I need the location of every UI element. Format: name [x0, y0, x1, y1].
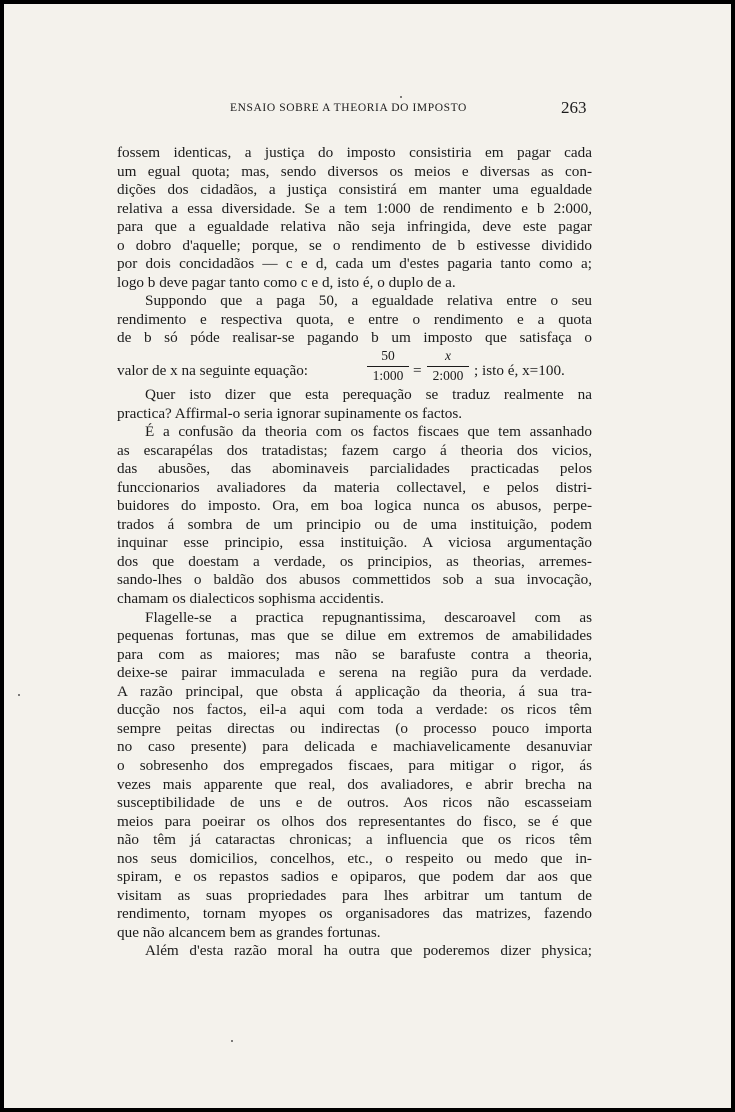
text-line: Além d'esta razão moral ha outra que poderemos dizer physica; — [145, 942, 592, 960]
text-line: sando-lhes o baldão dos abusos commettidos sob a sua invocação, — [117, 571, 592, 589]
paper-speck — [231, 1040, 233, 1042]
text-line: sempre peitas directas ou indirectas (o processo pouco importa — [117, 719, 592, 737]
text-line: rendimento e respectiva quota, e entre o rendimento e a quota — [117, 310, 592, 328]
text-line: de b só póde realisar-se pagando b um imposto que satisfaça o — [117, 329, 592, 347]
paper-speck — [18, 694, 20, 696]
page-number: 263 — [561, 98, 587, 117]
text-line: rendimento, tornam myopes os organisadores das matrizes, fazendo — [117, 905, 592, 923]
text-line: para com as maiores; mas não se barafuste contra a theoria, — [117, 645, 592, 663]
fraction-right-numerator: x — [445, 348, 451, 364]
text-line: meios para poeirar os olhos dos representantes do fisco, se é que — [117, 812, 592, 830]
text-line: um egual quota; mas, sendo diversos os meios e diversas as con- — [117, 162, 592, 180]
paragraph-block-1 — [117, 144, 592, 348]
text-line: o dobro d'aquelle; porque, se o rendimento de b estivesse dividido — [117, 236, 592, 254]
text-line: buidores do imposto. Ora, em boa logica nunca os abusos, perpe- — [117, 497, 592, 515]
fraction-left — [367, 348, 409, 384]
text-line: no caso presente) para delicada e machiavelicamente desanuviar — [117, 738, 592, 756]
equals-sign: = — [413, 362, 422, 380]
book-page — [4, 4, 731, 1108]
text-line: vezes mais apparente que real, dos avaliadores, e abrir brecha na — [117, 775, 592, 793]
text-line: Quer isto dizer que esta perequação se traduz realmente na — [145, 386, 592, 404]
equation-line — [117, 348, 592, 386]
equation-result: ; isto é, x=100. — [474, 362, 565, 380]
text-line: não têm já cataractas chronicas; a influencia que os ricos têm — [117, 831, 592, 849]
text-line: practica? Affirmal-o seria ignorar supinamente os factos. — [117, 404, 463, 422]
text-line: que não alcancem bem as grandes fortunas. — [117, 923, 381, 941]
text-line: nos seus domicilios, concelhos, etc., o respeito ou medo que in- — [117, 849, 592, 867]
text-line: fossem identicas, a justiça do imposto consistiria em pagar cada — [117, 144, 592, 161]
text-line: dos que doestam a verdade, os principios, as theorias, arremes- — [117, 552, 592, 570]
text-line: ducção nos factos, eil-a aqui com toda a verdade: os ricos têm — [117, 701, 592, 719]
text-line: pequenas fortunas, mas que se dilue em extremos de amabilidades — [117, 627, 592, 645]
fraction-left-denominator: 1:000 — [372, 368, 404, 384]
page-header — [4, 98, 731, 120]
text-line: deixe-se pairar immaculada e serena na região pura da verdade. — [117, 664, 592, 682]
text-line: susceptibilidade de uns e de outros. Aos ricos não escasseiam — [117, 794, 592, 812]
text-line: as escarapélas dos tratadistas; fazem cargo á theoria dos vicios, — [117, 441, 592, 459]
text-line: chamam os dialecticos sophisma accidentis. — [117, 590, 384, 608]
text-line: das abusões, das abominaveis parcialidades practicadas pelos — [117, 460, 592, 478]
text-line: relativa a essa diversidade. Se a tem 1:000 de rendimento e b 2:000, — [117, 199, 592, 217]
text-line: dições dos cidadãos, a justiça consistirá em manter uma egualdade — [117, 181, 592, 199]
fraction-left-numerator: 50 — [381, 348, 395, 364]
text-line: Flagelle-se a practica repugnantissima, descaroavel com as — [145, 608, 592, 626]
text-line: A razão principal, que obsta á applicação da theoria, á sua tra- — [117, 682, 592, 700]
equation-label: valor de x na seguinte equação: — [117, 362, 309, 380]
text-line: por dois concidadãos — c e d, cada um d'estes pagaria tanto como a; — [117, 255, 592, 273]
paper-speck — [400, 96, 402, 98]
text-line: visitam as suas propriedades para lhes arbitrar um tantum de — [117, 886, 592, 904]
body-text — [117, 144, 592, 961]
text-line: funccionarios avaliadores da materia collectavel, e pelos distri- — [117, 478, 592, 496]
fraction-right-denominator: 2:000 — [432, 368, 464, 384]
paragraph-block-2 — [117, 386, 592, 961]
text-line: spiram, e os repastos sadios e opiparos, que podem dar aos que — [117, 868, 592, 886]
text-line: trados á sombra de um principio ou de uma instituição, podem — [117, 515, 592, 533]
text-line: inquinar esse principio, essa instituição. A viciosa argumentação — [117, 534, 592, 552]
fraction-right — [427, 348, 469, 384]
text-line: logo b deve pagar tanto como c e d, isto é, o duplo de a. — [117, 273, 456, 291]
text-line: o sobresenho dos empregados fiscaes, para mitigar o rigor, ás — [117, 756, 592, 774]
text-line: para que a egualdade relativa não seja infringida, deve este pagar — [117, 218, 592, 236]
running-head: ENSAIO SOBRE A THEORIA DO IMPOSTO — [230, 102, 467, 114]
text-line: É a confusão da theoria com os factos fiscaes que tem assanhado — [145, 423, 592, 441]
text-line: Suppondo que a paga 50, a egualdade relativa entre o seu — [145, 292, 592, 310]
